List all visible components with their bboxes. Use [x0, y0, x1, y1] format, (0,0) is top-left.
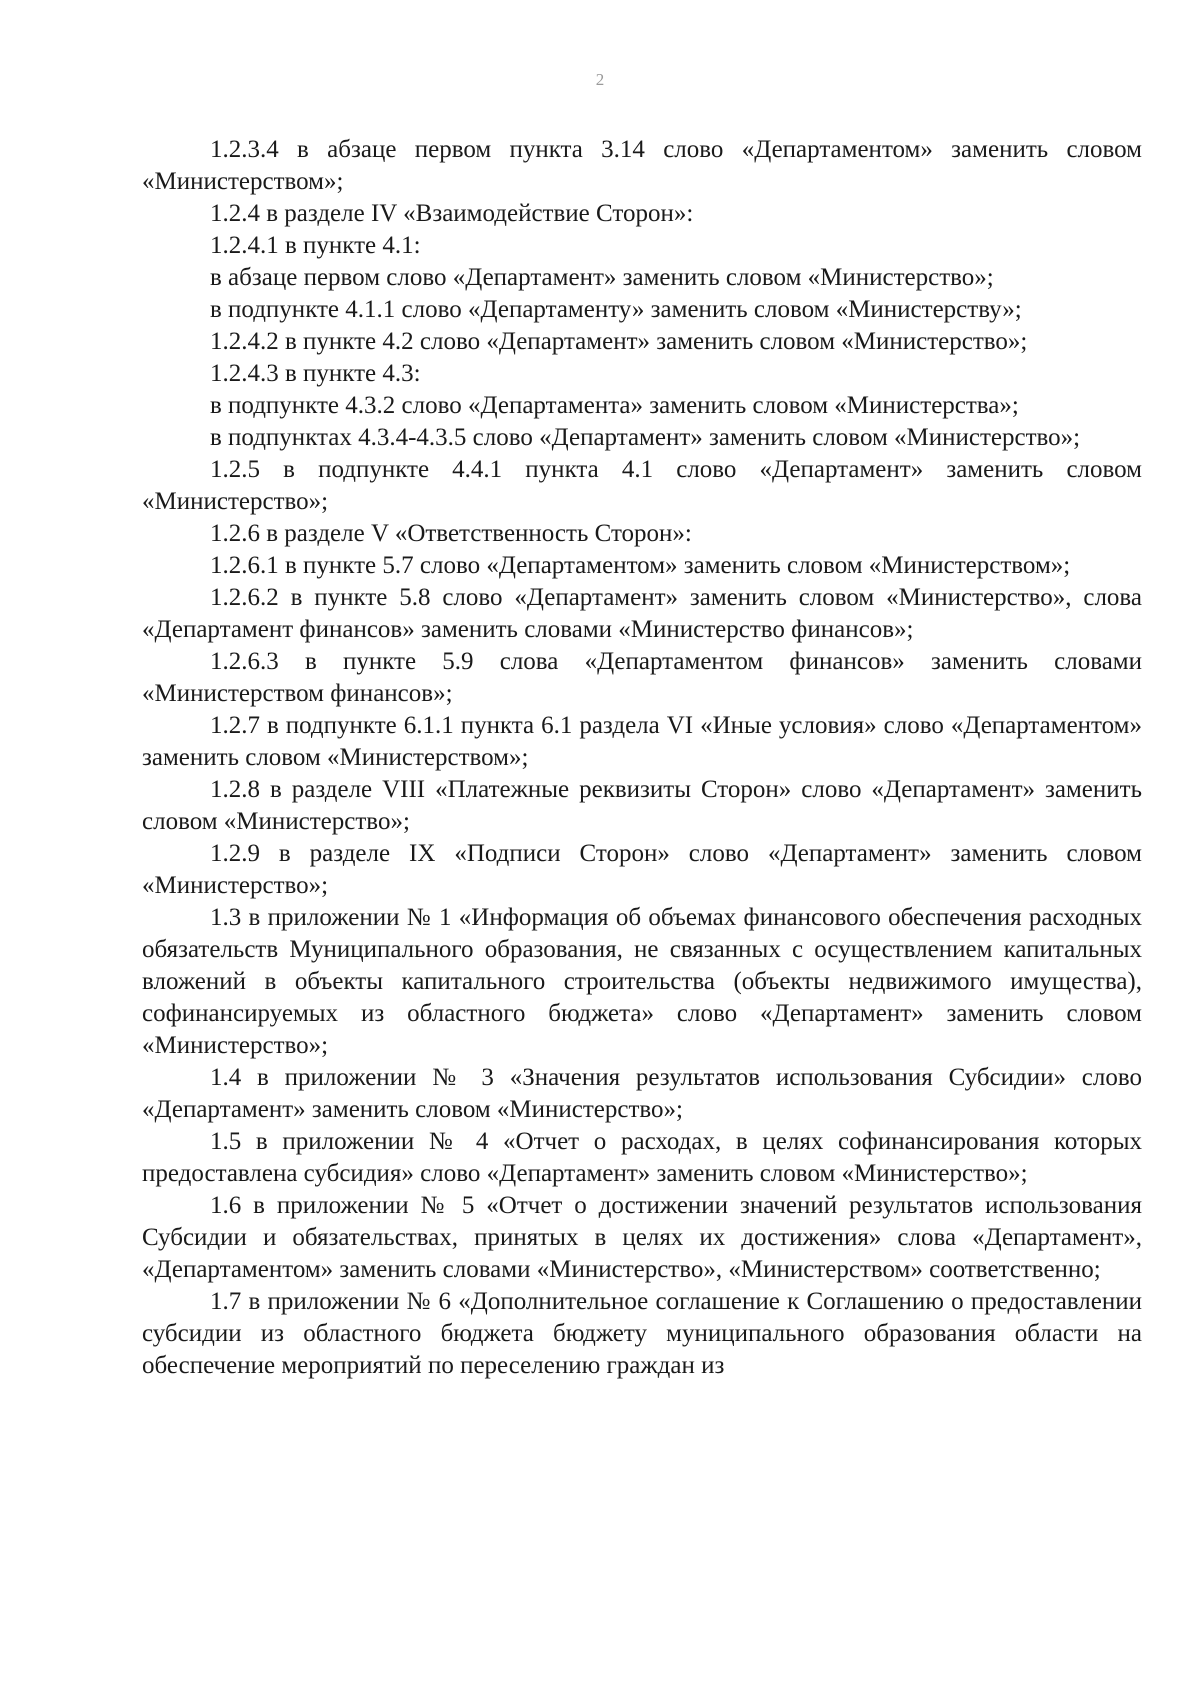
paragraph-1-2-6: 1.2.6 в разделе V «Ответственность Сторон»:	[210, 520, 692, 547]
document-body	[142, 134, 1142, 1382]
paragraph-1-2-4-1: 1.2.4.1 в пункте 4.1:	[210, 232, 421, 259]
paragraph-1-7: 1.7 в приложении № 6 «Дополнительное соглашение к Соглашению о предоставлении субсидии из областного бюджета бюджету муниципального образования области на обеспечение мероприятий по переселению граждан из	[142, 1288, 1142, 1379]
paragraph-1-5: 1.5 в приложении № 4 «Отчет о расходах, в целях софинансирования которых предоставлена субсидия» слово «Департамент» заменить словом «Министерство»;	[142, 1128, 1142, 1187]
paragraph-1-2-3-4: 1.2.3.4 в абзаце первом пункта 3.14 слово «Департаментом» заменить словом «Министерством»;	[142, 136, 1142, 195]
paragraph-1-6: 1.6 в приложении № 5 «Отчет о достижении значений результатов использования Субсидии и обязательствах, принятых в целях их достижения» слова «Департамент», «Департаментом» заменить словами «Министерство», «Министерством» соответственно;	[142, 1192, 1142, 1283]
paragraph-1-3: 1.3 в приложении № 1 «Информация об объемах финансового обеспечения расходных обязательств Муниципального образования, не связанных с осуществлением капитальных вложений в объекты капитального строительства (объекты недвижимого имущества), софинансируемых из областного бюджета» слово «Департамент» заменить словом «Министерство»;	[142, 904, 1142, 1059]
paragraph-1-2-6-2: 1.2.6.2 в пункте 5.8 слово «Департамент» заменить словом «Министерство», слова «Департамент финансов» заменить словами «Министерство финансов»;	[142, 584, 1142, 643]
page-number: 2	[595, 70, 605, 89]
paragraph-1-2-5: 1.2.5 в подпункте 4.4.1 пункта 4.1 слово «Департамент» заменить словом «Министерство»;	[142, 456, 1142, 515]
paragraph-1-4: 1.4 в приложении № 3 «Значения результатов использования Субсидии» слово «Департамент» заменить словом «Министерство»;	[142, 1064, 1142, 1123]
paragraph-1-2-4-3: 1.2.4.3 в пункте 4.3:	[210, 360, 421, 387]
paragraph-1-2-9: 1.2.9 в разделе IX «Подписи Сторон» слово «Департамент» заменить словом «Министерство»;	[142, 840, 1142, 899]
paragraph-4-3-4-4-3-5: в подпунктах 4.3.4-4.3.5 слово «Департамент» заменить словом «Министерство»;	[210, 424, 1081, 451]
paragraph-4-3-2: в подпункте 4.3.2 слово «Департамента» заменить словом «Министерства»;	[210, 392, 1019, 419]
paragraph-1-2-8: 1.2.8 в разделе VIII «Платежные реквизиты Сторон» слово «Департамент» заменить словом «Министерство»;	[142, 776, 1142, 835]
paragraph-1-2-6-1: 1.2.6.1 в пункте 5.7 слово «Департаментом» заменить словом «Министерством»;	[210, 552, 1071, 579]
paragraph-1-2-7: 1.2.7 в подпункте 6.1.1 пункта 6.1 раздела VI «Иные условия» слово «Департаментом» заменить словом «Министерством»;	[142, 712, 1142, 771]
paragraph-1-2-4-2: 1.2.4.2 в пункте 4.2 слово «Департамент» заменить словом «Министерство»;	[210, 328, 1028, 355]
paragraph-4-1-first-abzac: в абзаце первом слово «Департамент» заменить словом «Министерство»;	[210, 264, 994, 291]
paragraph-1-2-4: 1.2.4 в разделе IV «Взаимодействие Сторон»:	[210, 200, 694, 227]
paragraph-4-1-1: в подпункте 4.1.1 слово «Департаменту» заменить словом «Министерству»;	[210, 296, 1022, 323]
paragraph-1-2-6-3: 1.2.6.3 в пункте 5.9 слова «Департаментом финансов» заменить словами «Министерством финансов»;	[142, 648, 1142, 707]
